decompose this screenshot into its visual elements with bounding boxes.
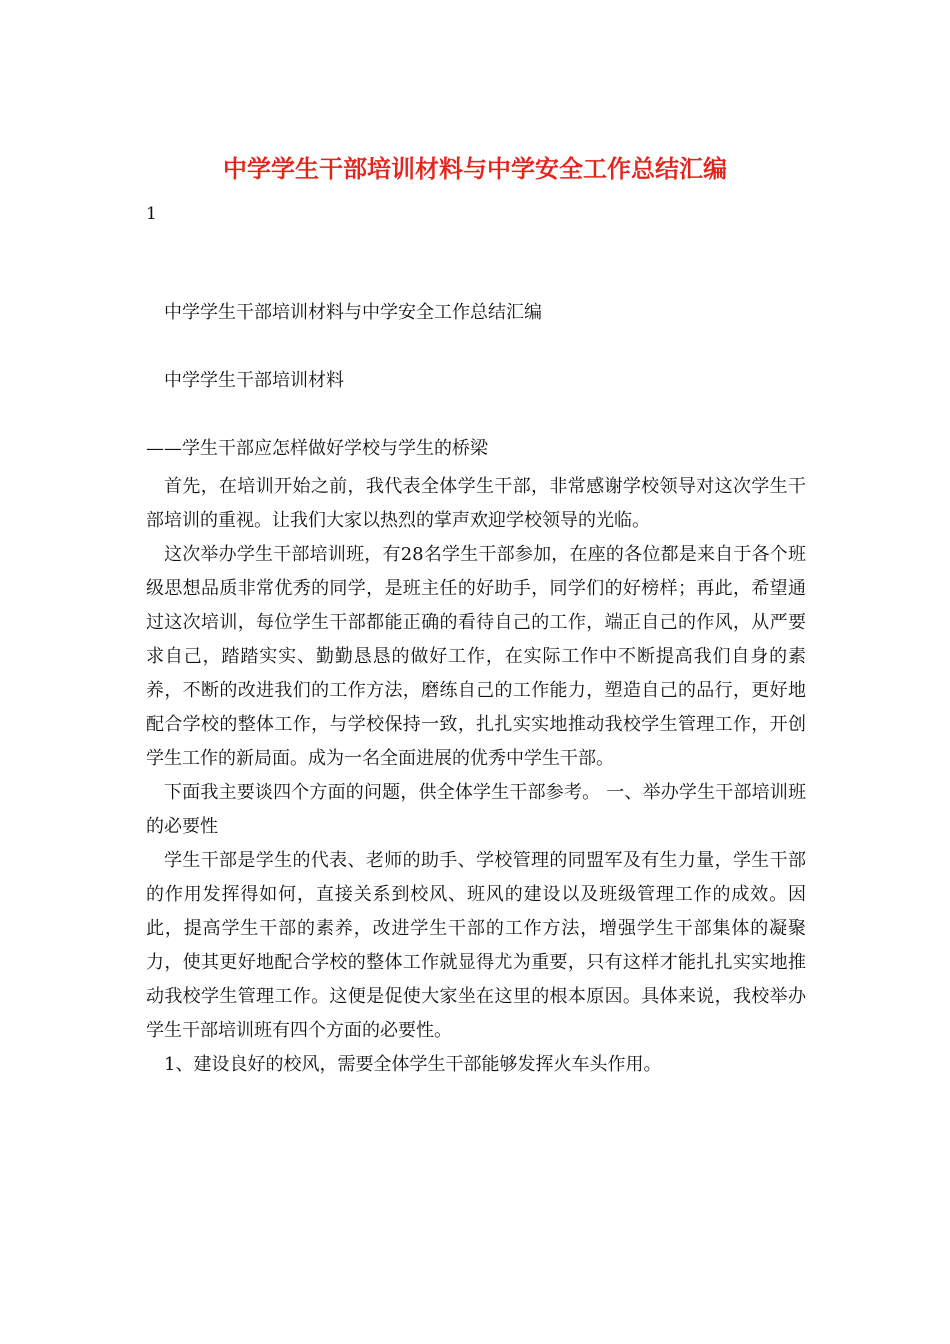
body-text [146,470,806,1082]
document-title: 中学学生干部培训材料与中学安全工作总结汇编 [223,154,727,183]
section-title: 中学学生干部培训材料 [164,370,344,391]
paragraph: 这次举办学生干部培训班，有28名学生干部参加，在座的各位都是来自于各个班级思想品质非常优秀的同学，是班主任的好助手，同学们的好榜样；再此，希望通过这次培训，每位学生干部都能正确的看待自己的工作，端正自己的作风，从严要求自己，踏踏实实、勤勤恳恳的做好工作，在实际工作中不断提高我们自身的素养，不断的改进我们的工作方法，磨练自己的工作能力，塑造自己的品行，更好地配合学校的整体工作，与学校保持一致，扎扎实实地推动我校学生管理工作，开创学生工作的新局面。成为一名全面进展的优秀中学生干部。 [146,544,806,769]
paragraph: 首先，在培训开始之前，我代表全体学生干部，非常感谢学校领导对这次学生干部培训的重视。让我们大家以热烈的掌声欢迎学校领导的光临。 [146,476,806,531]
paragraph: 下面我主要谈四个方面的问题，供全体学生干部参考。 一、举办学生干部培训班的必要性 [146,782,806,837]
paragraph: 1、建设良好的校风，需要全体学生干部能够发挥火车头作用。 [164,1054,662,1075]
paragraph: 学生干部是学生的代表、老师的助手、学校管理的同盟军及有生力量，学生干部的作用发挥得如何，直接关系到校风、班风的建设以及班级管理工作的成效。因此，提高学生干部的素养，改进学生干部的工作方法，增强学生干部集体的凝聚力，使其更好地配合学校的整体工作就显得尤为重要，只有这样才能扎扎实实地推动我校学生管理工作。这便是促使大家坐在这里的根本原因。具体来说，我校举办学生干部培训班有四个方面的必要性。 [146,850,806,1041]
heading-repeat: 中学学生干部培训材料与中学安全工作总结汇编 [164,302,542,323]
page-number: 1 [146,204,157,224]
subtitle: ——学生干部应怎样做好学校与学生的桥梁 [146,438,488,459]
